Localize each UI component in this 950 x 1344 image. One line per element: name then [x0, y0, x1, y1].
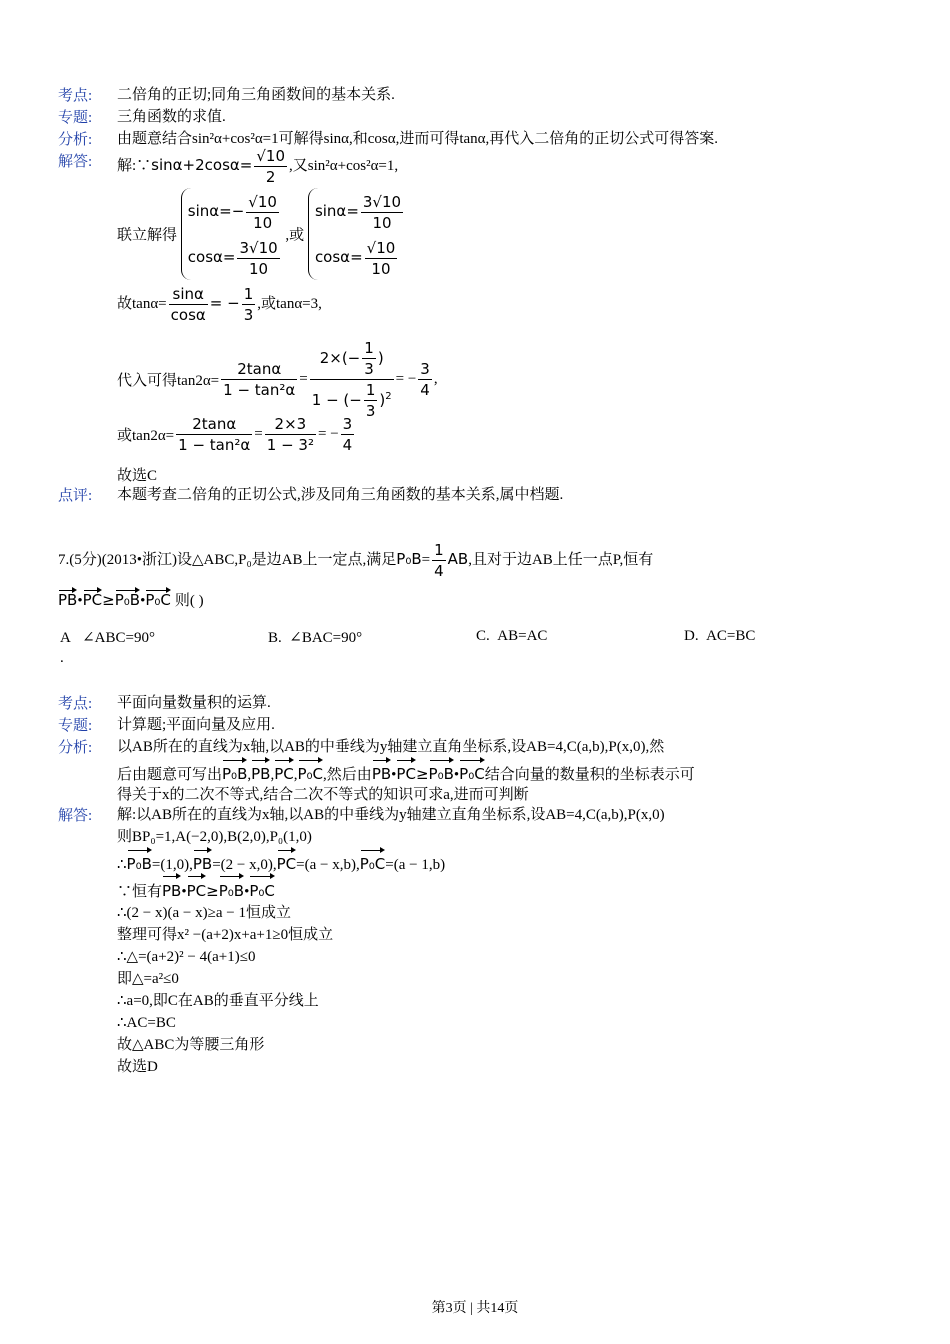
q6-zhuanti-text: 三角函数的求值. [117, 109, 226, 125]
text: 结合向量的数量积的坐标表示可 [484, 767, 695, 783]
eq-lhs: sinα= [314, 202, 359, 220]
frac-num: √10 [366, 239, 396, 258]
text: =(a − x,b), [296, 857, 360, 873]
q6-eq-sign2: = [254, 426, 263, 442]
vec-pc: PC [396, 758, 416, 787]
q6-dianping-text: 本题考查二倍角的正切公式,涉及同角三角函数的基本关系,属中档题. [117, 487, 564, 503]
frac [362, 338, 376, 379]
q6-frac-3-4-b [341, 414, 355, 455]
q6-dianping-label: 点评: [58, 488, 93, 504]
q6-solution-or [117, 414, 950, 455]
q7-stem-pre: 7.(5分)(2013•浙江)设△ABC,P₀是边AB上一定点,满足 [58, 551, 397, 568]
dot: • [391, 767, 397, 783]
option-label: A [60, 630, 71, 646]
q7-stem-post: ,且对于边AB上任一点P,恒有 [468, 551, 654, 568]
q7-jd-line9: ∴a=0,即C在AB的垂直平分线上 [117, 993, 319, 1009]
q7-jd-line3 [117, 848, 897, 874]
frac-num: sinα [169, 284, 208, 305]
page-footer: 第3页 | 共14页 [431, 1301, 519, 1316]
q6-frac-2x3 [265, 414, 316, 455]
q6-eq-sign: = [299, 371, 308, 387]
q7-jd-line8: 即△=a²≤0 [117, 971, 179, 987]
q7-kaodian-label: 考点: [58, 696, 93, 712]
frac-num: 1 [434, 541, 444, 559]
q6-sol-lianli: 联立解得 [117, 227, 178, 244]
vec-p0b: P₀B [219, 874, 244, 905]
q6-system2-sin [315, 188, 405, 234]
q7-jd-line4 [117, 874, 897, 902]
q6-sol-daili-post: = − [395, 371, 417, 387]
frac-den: 3 [365, 402, 376, 420]
q7-jieda-row [58, 804, 898, 1074]
q6-sol-line1-post: ,又sin²α+cos²α=1, [289, 157, 399, 174]
frac-den: 1 − 3² [266, 436, 314, 454]
text: 后由题意可写出 [117, 767, 223, 783]
q7-kaodian-text: 平面向量数量积的运算. [117, 695, 271, 711]
frac-num: 3 [420, 360, 430, 378]
frac-den: 4 [342, 436, 353, 454]
q7-option-c[interactable] [476, 628, 547, 645]
q6-sol-or: ,或 [285, 227, 305, 244]
frac [246, 192, 279, 233]
frac-den: 1 − tan²α [178, 436, 251, 454]
text: ,然后由 [323, 767, 372, 783]
text: ∴ [117, 857, 127, 873]
q6-zhuanti-row [58, 106, 898, 128]
option-text: AC=BC [706, 628, 756, 644]
q6-sol-tan-post: ,或tanα=3, [257, 295, 322, 312]
option-label: D. [684, 628, 699, 644]
num-text: 2×(− [319, 349, 361, 367]
q7-zhuanti-label: 专题: [58, 718, 93, 734]
vec-p0c: P₀C [298, 758, 324, 787]
vec-pc: PC [274, 758, 294, 787]
vec-p0b: P₀B [429, 758, 454, 787]
q7-stem-p0b: P₀B [396, 549, 422, 568]
text: =(1,0), [151, 857, 193, 873]
q6-frac-2tan-b [176, 414, 252, 455]
frac-num: 3√10 [239, 239, 278, 258]
frac-num: 2×3 [265, 414, 316, 435]
q6-kaodian-row [58, 84, 898, 106]
q6-solution-daili [117, 338, 950, 421]
q6-choice-text: 故选C [117, 468, 158, 484]
q7-stem-ab: AB [447, 549, 469, 568]
vec-pc: PC [277, 848, 297, 877]
q7-option-d[interactable] [684, 628, 755, 645]
vec-p0c: P₀C [360, 848, 386, 877]
vec-p0c: P₀C [249, 874, 275, 905]
vec-pc: PC [187, 874, 207, 905]
frac-den: 10 [253, 214, 273, 233]
q7-stem-eq: = [421, 551, 431, 568]
q6-sol-or2-pre: 或tan2α= [117, 428, 175, 444]
frac-num: √10 [248, 193, 277, 212]
dot: • [453, 767, 460, 783]
q7-jd-line11: 故△ABC为等腰三角形 [117, 1037, 265, 1053]
option-text: ∠ABC=90° [82, 630, 155, 646]
frac-num: 3√10 [362, 193, 402, 212]
frac-den: 4 [420, 381, 430, 399]
text: =(2 − x,0), [212, 857, 277, 873]
q7-option-a[interactable] [60, 628, 155, 647]
vec-pb: PB [372, 758, 391, 787]
q7-jd-line1: 解:以AB所在的直线为x轴,以AB的中垂线为y轴建立直角坐标系,设AB=4,C(a,b),P(x,0) [117, 807, 665, 823]
frac-num: 2tanα [176, 414, 252, 435]
q6-frac-big [310, 338, 394, 421]
frac-den: 10 [371, 260, 391, 279]
text: =(a − 1,b) [385, 857, 446, 873]
frac-den: 2 [265, 168, 276, 186]
q6-kaodian-label: 考点: [58, 88, 93, 104]
q6-solution-system [117, 188, 950, 280]
q6-choice [117, 464, 950, 485]
q6-sol-eq: sinα+2cosα= [151, 155, 253, 174]
q6-comma: , [433, 371, 438, 387]
frac-den: 10 [249, 260, 269, 279]
q7-vec-p0b: P₀B [115, 588, 140, 609]
q7-fenxi-row [58, 736, 898, 802]
q6-sol-because: 解:∵ [117, 157, 152, 174]
q7-fenxi-line1: 以AB所在的直线为x轴,以AB的中垂线为y轴建立直角坐标系,设AB=4,C(a,b),P(x,0),然 [117, 739, 665, 755]
q6-sol-daili-pre: 代入可得tan2α= [117, 373, 220, 389]
ge: ≥ [206, 882, 219, 900]
q7-jieda-body [117, 804, 897, 1078]
q7-options [58, 628, 898, 650]
frac-den: 1 − (− $\frac{1}{3}$ )$^2$ [311, 381, 392, 420]
frac-num: √10 [256, 147, 286, 165]
q7-vec-pb: PB [58, 588, 77, 609]
frac [237, 238, 279, 279]
q6-jieda-label: 解答: [58, 154, 93, 170]
q6-system-2 [308, 188, 405, 280]
q7-jd-line6: 整理可得x² −(a+2)x+a+1≥0恒成立 [117, 927, 334, 943]
dot: • [181, 884, 187, 900]
ge: ≥ [415, 765, 429, 783]
q7-vec-p0c: P₀C [145, 588, 171, 609]
q7-jd-line7: ∴△=(a+2)² − 4(a+1)≤0 [117, 949, 256, 965]
q6-solution-tan [117, 284, 950, 325]
q7-fenxi-label: 分析: [58, 740, 93, 756]
q6-frac-2tan [221, 359, 297, 400]
q7-stem [58, 540, 898, 581]
q6-solution-line1 [117, 146, 950, 187]
q6-dianping-row [58, 484, 898, 506]
q6-kaodian-text: 二倍角的正切;同角三角函数间的基本关系. [117, 87, 395, 103]
frac-den: cosα [170, 306, 206, 324]
vec-pb: PB [162, 874, 181, 905]
vec-pb: PB [251, 758, 270, 787]
q7-kaodian-row [58, 692, 898, 714]
q7-jd-line2: 则BP₀=1,A(−2,0),B(2,0),P₀(1,0) [117, 829, 312, 845]
q6-system1-cos [188, 234, 282, 280]
den-text: 1 − (− [311, 391, 362, 409]
q7-vec-pc: PC [83, 588, 103, 609]
q7-jd-line5: ∴(2 − x)(a − x)≥a − 1恒成立 [117, 905, 291, 921]
q7-jd-line10: ∴AC=BC [117, 1015, 176, 1031]
q6-system-1 [181, 188, 282, 280]
option-text: ∠BAC=90° [289, 630, 363, 646]
frac-num: 1 [243, 285, 254, 303]
text: ∵恒有 [117, 884, 163, 900]
q7-fenxi-body [117, 736, 897, 806]
q6-fenxi-label: 分析: [58, 132, 93, 148]
q6-sol-or2-post: = − [317, 426, 339, 442]
eq-lhs: cosα= [314, 248, 363, 266]
q7-dot2: • [140, 593, 146, 609]
q7-jieda-label: 解答: [58, 808, 93, 824]
q7-frac-quarter [432, 540, 446, 581]
frac-num: 3 [342, 415, 353, 433]
dot: • [244, 884, 250, 900]
option-label: C. [476, 628, 490, 644]
q7-zhuanti-text: 计算题;平面向量及应用. [117, 717, 275, 733]
q6-frac-sqrt10-2 [254, 146, 287, 187]
frac-num: 1 [365, 381, 376, 399]
frac-num: 2tanα [221, 359, 297, 380]
frac-den: 1 − tan²α [223, 381, 296, 399]
q6-system1-sin [188, 188, 282, 234]
frac-den: 4 [434, 562, 444, 580]
eq-lhs: sinα=− [187, 202, 245, 220]
frac-den: 10 [372, 214, 392, 233]
vec-p0b: P₀B [127, 848, 152, 877]
q6-zhuanti-label: 专题: [58, 110, 93, 126]
q7-fenxi-line3: 得关于x的二次不等式,结合二次不等式的知识可求a,进而可判断 [117, 787, 529, 803]
q7-inequality [58, 588, 898, 610]
frac [365, 238, 398, 279]
q6-sol-tan-mid: = − [209, 293, 240, 312]
q7-jd-line12: 故选D [117, 1059, 158, 1075]
vec-p0b: P₀B [222, 758, 247, 787]
q6-frac-1-3 [242, 284, 256, 325]
q6-sol-tan-pre: 故tanα= [117, 295, 167, 312]
q7-ge: ≥ [102, 591, 115, 609]
q7-dot: • [77, 593, 83, 609]
q6-frac-3-4 [418, 359, 432, 400]
q7-dot-text: . [60, 650, 64, 666]
frac-num: 2×(− $\frac{1}{3}$ ) [310, 338, 394, 380]
frac [361, 192, 403, 233]
option-label: B. [268, 630, 282, 646]
q6-fenxi-text: 由题意结合sin²α+cos²α=1可解得sinα,和cosα,进而可得tanα,再代入二倍角的正切公式可得答案. [117, 131, 719, 147]
vec-p0c: P₀C [459, 758, 485, 787]
eq-lhs: cosα= [187, 248, 236, 266]
q6-frac-sin-cos [169, 284, 208, 325]
option-text: AB=AC [497, 628, 548, 644]
q7-zhuanti-row [58, 714, 898, 736]
q7-option-dot [60, 650, 900, 667]
vec-pb: PB [193, 848, 212, 877]
q7-then: 则( ) [174, 593, 204, 609]
frac-den: 3 [243, 306, 254, 324]
frac-num: 1 [364, 339, 374, 357]
q7-fenxi-line2: 后由题意可写出P₀B,PB,PC,P₀C,然后由PB•PC≥P₀B•P₀C结合向量的数量积的坐标表示可 [117, 758, 897, 784]
q7-option-b[interactable] [268, 628, 362, 647]
frac-den: 3 [364, 360, 374, 378]
q6-system2-cos [315, 234, 405, 280]
